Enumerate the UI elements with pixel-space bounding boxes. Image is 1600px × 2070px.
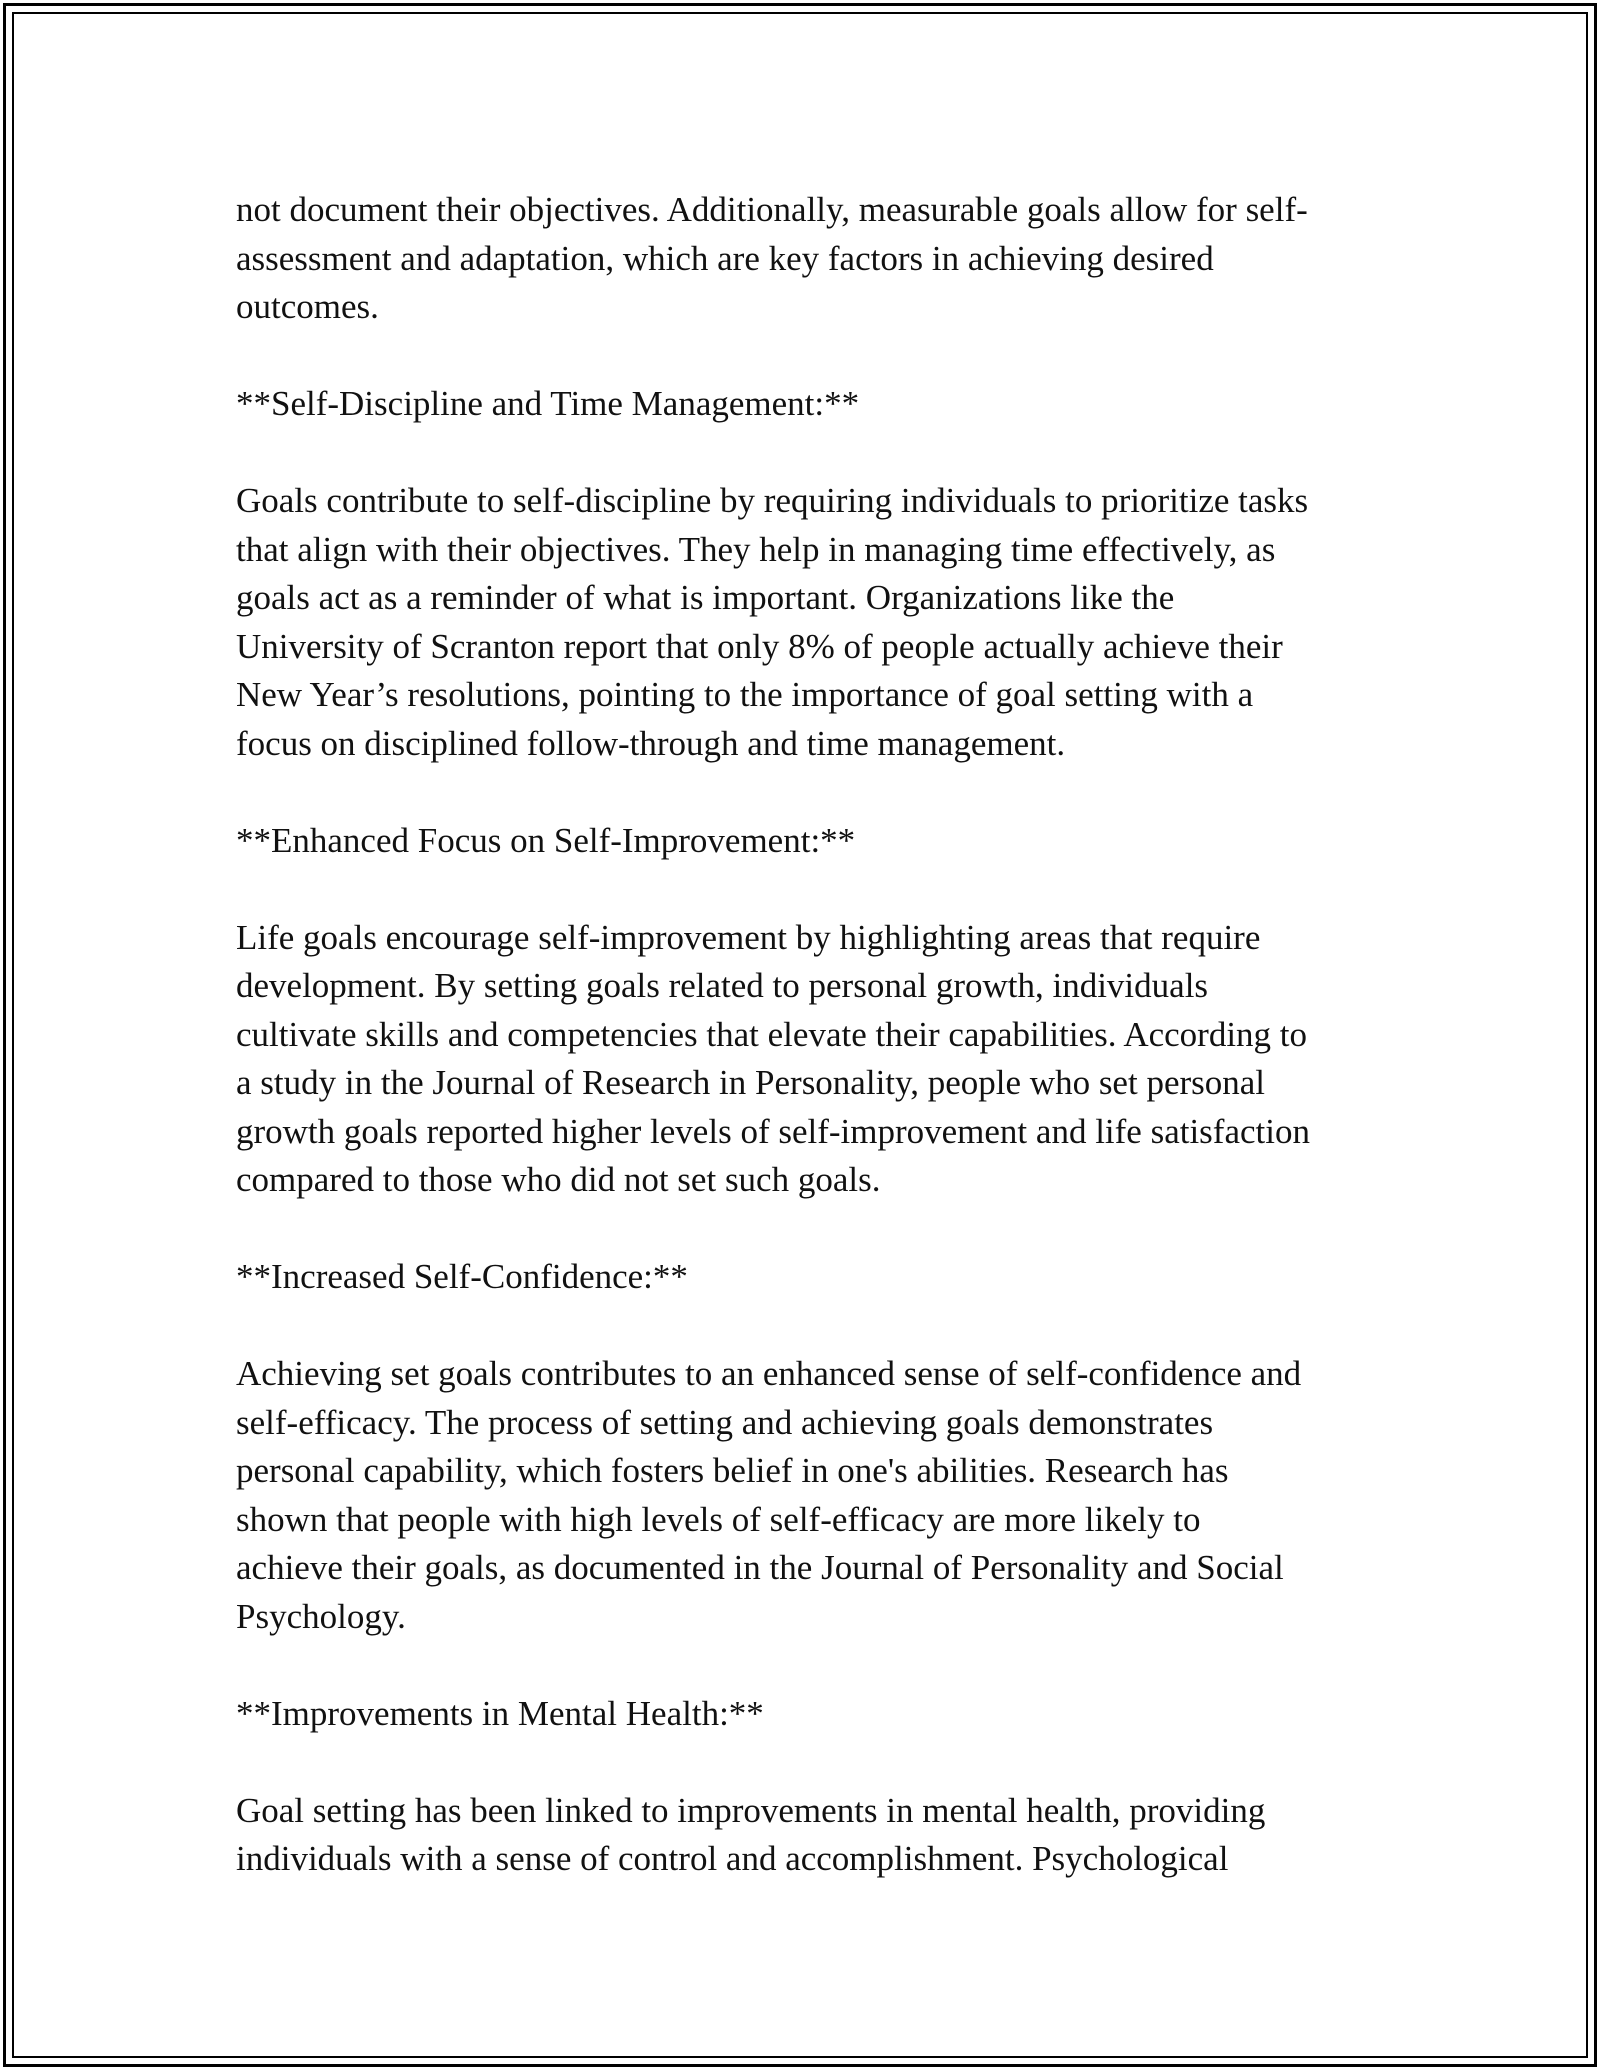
text-line: Life goals encourage self-improvement by highlighting areas that require	[236, 917, 1261, 957]
document-body	[236, 186, 1376, 1932]
text-line: development. By setting goals related to personal growth, individuals	[236, 966, 1209, 1005]
text-line: Achieving set goals contributes to an enhanced sense of self-confidence and	[236, 1354, 1302, 1393]
text-line: New Year’s resolutions, pointing to the importance of goal setting with a	[236, 675, 1254, 714]
text-line: individuals with a sense of control and accomplishment. Psychological	[236, 1839, 1229, 1878]
text-line: achieve their goals, as documented in the Journal of Personality and Social	[236, 1548, 1284, 1587]
text-line: Goals contribute to self-discipline by requiring individuals to prioritize tasks	[236, 481, 1309, 520]
text-line: self-efficacy. The process of setting and achieving goals demonstrates	[236, 1402, 1214, 1442]
text-line: compared to those who did not set such goals.	[236, 1160, 881, 1199]
text-line: University of Scranton report that only 8% of people actually achieve their	[236, 626, 1283, 666]
text-line: shown that people with high levels of self-efficacy are more likely to	[236, 1499, 1201, 1539]
body-paragraph	[236, 914, 1376, 1205]
text-line: not document their objectives. Additionally, measurable goals allow for self-	[236, 190, 1308, 229]
text-line: personal capability, which fosters belief in one's abilities. Research has	[236, 1451, 1229, 1490]
text-line: assessment and adaptation, which are key factors in achieving desired	[236, 238, 1214, 278]
section-heading-self-improvement	[236, 817, 1376, 866]
section-heading-self-discipline	[236, 380, 1376, 429]
section-heading-self-confidence	[236, 1253, 1376, 1302]
heading-text: **Enhanced Focus on Self-Improvement:**	[236, 820, 856, 860]
heading-text: **Improvements in Mental Health:**	[236, 1693, 764, 1733]
section-heading-mental-health	[236, 1690, 1376, 1739]
text-line: goals act as a reminder of what is important. Organizations like the	[236, 578, 1175, 617]
text-line: cultivate skills and competencies that elevate their capabilities. According to	[236, 1014, 1308, 1054]
text-line: a study in the Journal of Research in Personality, people who set personal	[236, 1063, 1266, 1102]
text-line: outcomes.	[236, 287, 379, 326]
text-line: that align with their objectives. They help in managing time effectively, as	[236, 529, 1276, 569]
heading-text: **Self-Discipline and Time Management:**	[236, 384, 860, 423]
text-line: growth goals reported higher levels of self-improvement and life satisfaction	[236, 1111, 1310, 1151]
text-line: focus on disciplined follow-through and time management.	[236, 723, 1066, 763]
body-paragraph	[236, 1787, 1376, 1884]
text-line: Goal setting has been linked to improvements in mental health, providing	[236, 1790, 1266, 1830]
body-paragraph	[236, 1350, 1376, 1641]
text-line: Psychology.	[236, 1596, 406, 1636]
heading-text: **Increased Self-Confidence:**	[236, 1257, 688, 1296]
body-paragraph	[236, 477, 1376, 768]
body-paragraph	[236, 186, 1376, 332]
